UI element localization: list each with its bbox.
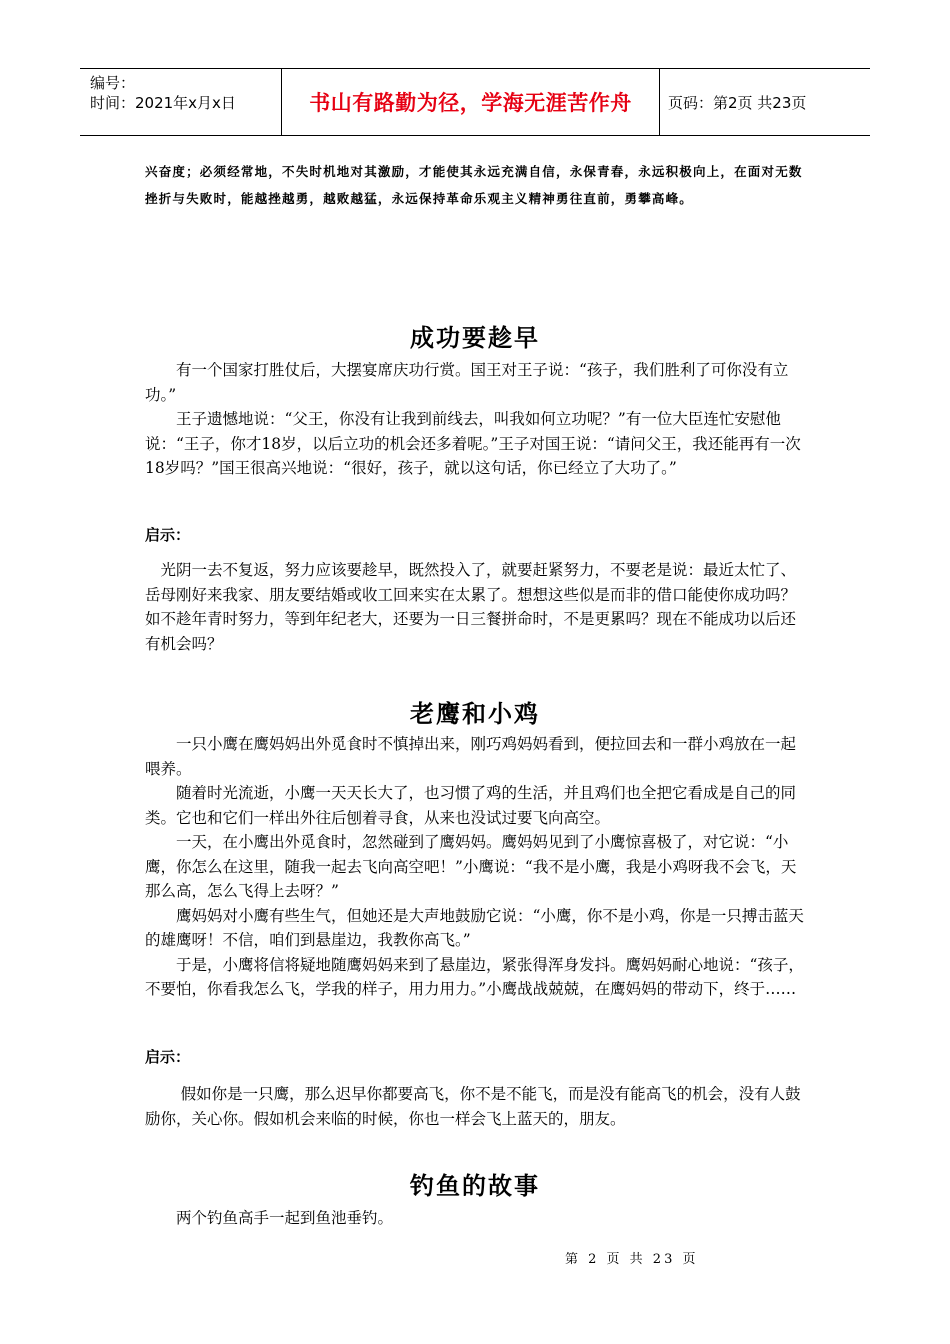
story2-paragraph: 随着时光流逝，小鹰一天天长大了，也习惯了鸡的生活，并且鸡们也全把它看成是自己的同类。它也和它们一样出外往后刨着寻食，从来也没试过要飞向高空。: [145, 784, 797, 827]
story2-hint-text: 假如你是一只鹰，那么迟早你都要高飞，你不是不能飞，而是没有能高飞的机会，没有人鼓励你，关心你。假如机会来临的时候，你也一样会飞上蓝天的，朋友。: [145, 1085, 801, 1128]
intro-paragraph: 兴奋度；必须经常地，不失时机地对其激励，才能使其永远充满自信，永保青春，永远积极向上，在面对无数挫折与失败时，能越挫越勇，越败越猛，永远保持革命乐观主义精神勇往直前，勇攀高峰。: [145, 164, 803, 206]
story2-hint-label: 启示：: [145, 1048, 191, 1066]
header-meta-cell: [80, 69, 282, 135]
story3-paragraph: 两个钓鱼高手一起到鱼池垂钓。: [176, 1209, 394, 1227]
story2-paragraph: 一天，在小鹰出外觅食时，忽然碰到了鹰妈妈。鹰妈妈见到了小鹰惊喜极了，对它说：“小鹰，你怎么在这里，随我一起去飞向高空吧！”小鹰说：“我不是小鹰，我是小鸡呀我不会飞，天那么高，怎么飞得上去呀？”: [145, 833, 797, 900]
story2-paragraph: 于是，小鹰将信将疑地随鹰妈妈来到了悬崖边，紧张得浑身发抖。鹰妈妈耐心地说：“孩子，不要怕，你看我怎么飞，学我的样子，用力用力。”小鹰战战兢兢，在鹰妈妈的带动下，终于……: [145, 955, 804, 998]
story1-body: [145, 358, 810, 481]
story2-hint: [145, 1082, 810, 1131]
header-page-info: 页码：第2页 共23页: [668, 93, 807, 112]
story1-title: 成功要趁早: [410, 324, 540, 352]
story2-title: 老鹰和小鸡: [410, 700, 540, 728]
story1-hint-label: 启示：: [145, 526, 191, 544]
story2-paragraph: 鹰妈妈对小鹰有些生气，但她还是大声地鼓励它说：“小鹰，你不是小鸡，你是一只搏击蓝天的雄鹰呀！不信，咱们到悬崖边，我教你高飞。”: [145, 906, 804, 949]
document-number-label: 编号：: [90, 74, 136, 92]
document-time-label: 时间：2021年x月x日: [90, 94, 236, 112]
story1-paragraph: 有一个国家打胜仗后，大摆宴席庆功行赏。国王对王子说：“孩子，我们胜利了可你没有立功。”: [145, 361, 789, 404]
story1-hint: [145, 558, 810, 656]
page-header: [80, 68, 870, 136]
story2-body: [145, 732, 810, 1002]
page-footer: 第 2 页 共 23 页: [565, 1252, 699, 1267]
story3-title: 钓鱼的故事: [410, 1172, 540, 1200]
story2-paragraph: 一只小鹰在鹰妈妈出外觅食时不慎掉出来，刚巧鸡妈妈看到，便拉回去和一群小鸡放在一起喂养。: [145, 735, 797, 778]
story1-hint-text: 光阴一去不复返，努力应该要趁早，既然投入了，就要赶紧努力，不要老是说：最近太忙了、岳母刚好来我家、朋友要结婚或收工回来实在太累了。想想这些似是而非的借口能使你成功吗？如不趁年青时努力，等到年纪老大，还要为一日三餐拼命时，不是更累吗？现在不能成功以后还有机会吗？: [145, 561, 797, 653]
story1-paragraph: 王子遗憾地说：“父王，你没有让我到前线去，叫我如何立功呢？”有一位大臣连忙安慰他说：“王子，你才18岁，以后立功的机会还多着呢。”王子对国王说：“请问父王，我还能再有一次18岁吗？”国王很高兴地说：“很好，孩子，就以这句话，你已经立了大功了。”: [145, 410, 801, 477]
story3-body: [145, 1206, 810, 1231]
header-motto: 书山有路勤为径，学海无涯苦作舟: [282, 69, 660, 135]
